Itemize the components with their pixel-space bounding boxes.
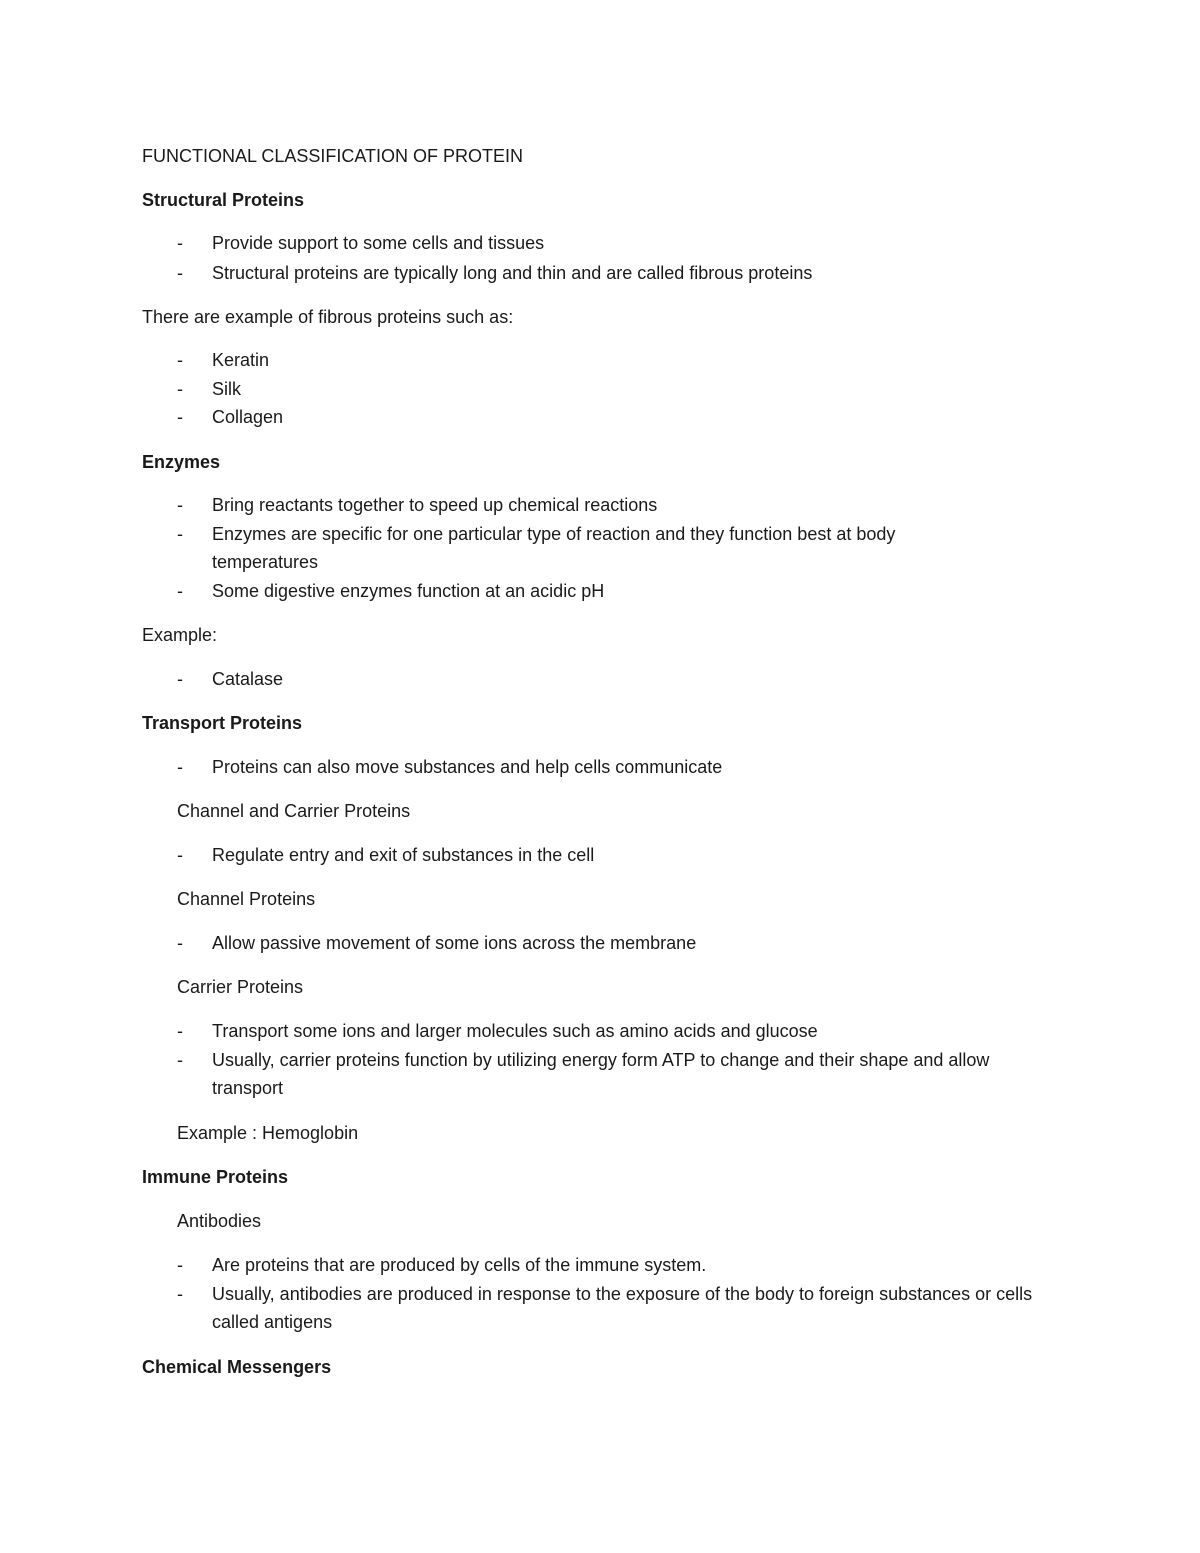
list-item: Keratin xyxy=(212,350,270,370)
subheading-antibodies: Antibodies xyxy=(177,1211,262,1231)
bullet-dash: - xyxy=(177,524,183,544)
bullet-dash: - xyxy=(177,379,183,399)
list-item: Catalase xyxy=(212,669,284,689)
list-item: Proteins can also move substances and help cells communicate xyxy=(212,757,723,777)
list-item: Structural proteins are typically long and thin and are called fibrous proteins xyxy=(212,263,813,283)
section-heading-immune: Immune Proteins xyxy=(142,1167,289,1187)
list-item: Silk xyxy=(212,379,242,399)
bullet-dash: - xyxy=(177,1255,183,1275)
bullet-dash: - xyxy=(177,757,183,777)
paragraph: There are example of fibrous proteins such as: xyxy=(142,307,514,327)
bullet-dash: - xyxy=(177,933,183,953)
subheading-channel-carrier: Channel and Carrier Proteins xyxy=(177,801,411,821)
example-label: Example: xyxy=(142,625,218,645)
bullet-dash: - xyxy=(177,1284,183,1304)
document-title: FUNCTIONAL CLASSIFICATION OF PROTEIN xyxy=(142,146,524,166)
bullet-dash: - xyxy=(177,581,183,601)
section-heading-enzymes: Enzymes xyxy=(142,452,221,472)
bullet-dash: - xyxy=(177,1050,183,1070)
bullet-dash: - xyxy=(177,669,183,689)
list-item: Usually, carrier proteins function by utilizing energy form ATP to change and their shape and allow transport xyxy=(212,1050,990,1098)
subheading-channel: Channel Proteins xyxy=(177,889,316,909)
carrier-example: Example : Hemoglobin xyxy=(177,1123,359,1143)
bullet-dash: - xyxy=(177,495,183,515)
section-heading-chemical: Chemical Messengers xyxy=(142,1357,332,1377)
list-item: Regulate entry and exit of substances in the cell xyxy=(212,845,595,865)
list-item: Transport some ions and larger molecules such as amino acids and glucose xyxy=(212,1021,818,1041)
section-heading-transport: Transport Proteins xyxy=(142,713,303,733)
list-item: Collagen xyxy=(212,407,284,427)
subheading-carrier: Carrier Proteins xyxy=(177,977,304,997)
list-item: Are proteins that are produced by cells of the immune system. xyxy=(212,1255,707,1275)
bullet-dash: - xyxy=(177,263,183,283)
section-heading-structural: Structural Proteins xyxy=(142,190,305,210)
list-item: Enzymes are specific for one particular type of reaction and they function best at body temperatures xyxy=(212,524,896,572)
list-item: Usually, antibodies are produced in response to the exposure of the body to foreign substances or cells called antigens xyxy=(212,1284,1033,1332)
bullet-dash: - xyxy=(177,1021,183,1041)
bullet-dash: - xyxy=(177,845,183,865)
list-item: Bring reactants together to speed up chemical reactions xyxy=(212,495,658,515)
list-item: Provide support to some cells and tissues xyxy=(212,233,545,253)
list-item: Allow passive movement of some ions across the membrane xyxy=(212,933,697,953)
bullet-dash: - xyxy=(177,233,183,253)
bullet-dash: - xyxy=(177,407,183,427)
bullet-dash: - xyxy=(177,350,183,370)
list-item: Some digestive enzymes function at an acidic pH xyxy=(212,581,605,601)
